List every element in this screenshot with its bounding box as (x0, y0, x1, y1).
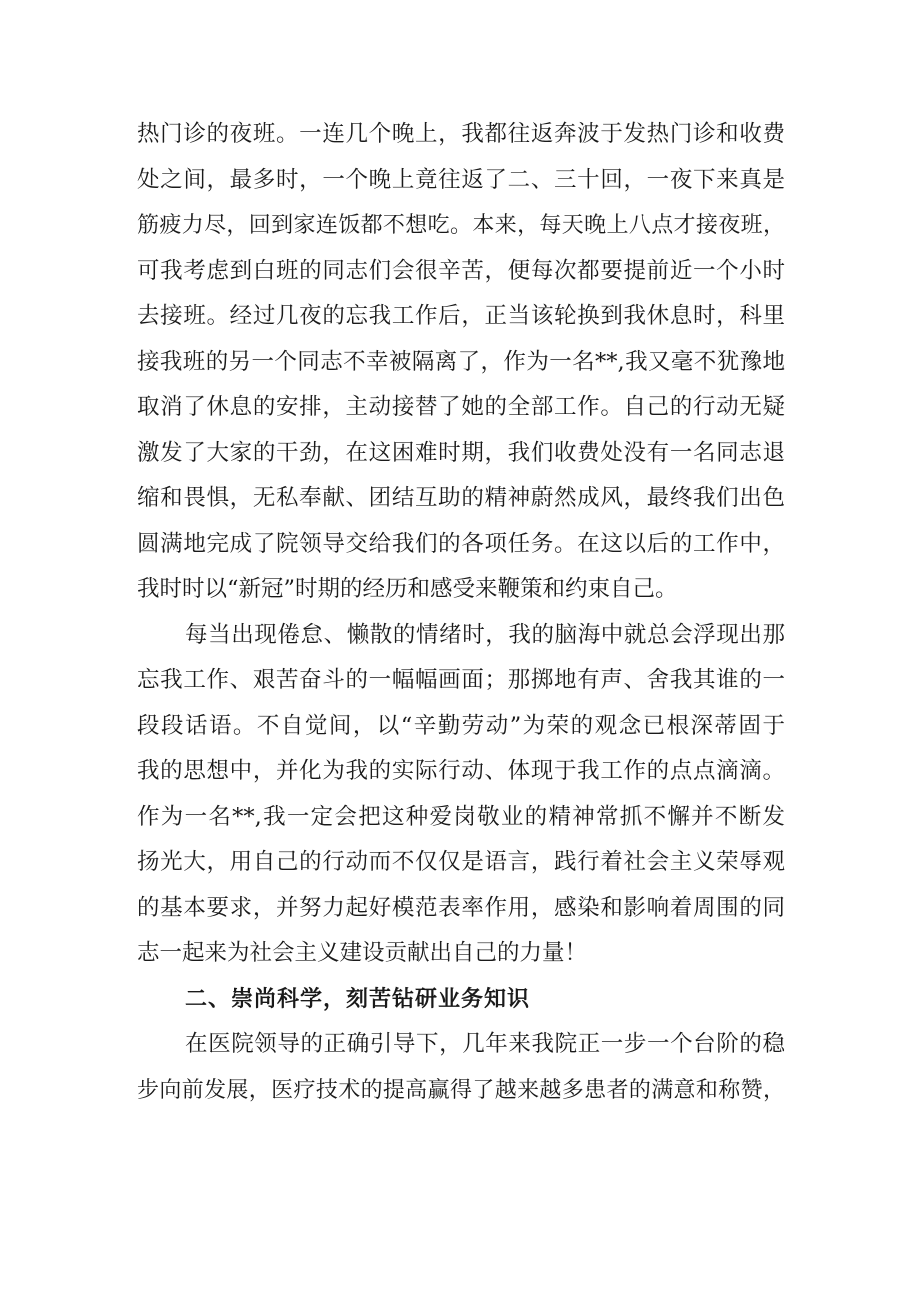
text-line: 志一起来为社会主义建设贡献出自己的力量！ (137, 940, 588, 966)
text-line: 作为一名**,我一定会把这种爱岗敬业的精神常抓不懈并不断发 (137, 803, 785, 830)
text-line: 段段话语。不自觉间，以“辛勤劳动”为荣的观念已根深蒂固于 (137, 712, 785, 739)
text-line: 忘我工作、艰苦奋斗的一幅幅画面；那掷地有声、舍我其谁的一 (137, 667, 785, 693)
paragraph-night-shift (137, 112, 785, 613)
text-line: 处之间，最多时，一个晚上竟往返了二、三十回，一夜下来真是 (137, 166, 785, 193)
text-line: 步向前发展，医疗技术的提高赢得了越来越多患者的满意和称赞， (137, 1077, 785, 1103)
text-line: 接我班的另一个同志不幸被隔离了，作为一名**,我又毫不犹豫地 (137, 348, 785, 375)
text-line: 圆满地完成了院领导交给我们的各项任务。在这以后的工作中， (137, 530, 785, 557)
text-line: 可我考虑到白班的同志们会很辛苦，便每次都要提前近一个小时 (137, 257, 785, 284)
text-line: 筋疲力尽，回到家连饭都不想吃。本来，每天晚上八点才接夜班， (137, 213, 785, 238)
text-line: 的基本要求，并努力起好模范表率作用，感染和影响着周围的同 (137, 894, 785, 921)
text-line: 每当出现倦怠、懒散的情绪时，我的脑海中就总会浮现出那 (185, 621, 785, 648)
paragraph-diligence (137, 613, 785, 977)
text-line: 我的思想中，并化为我的实际行动、体现于我工作的点点滴滴。 (137, 758, 785, 784)
document-body (137, 112, 785, 1113)
text-line: 我时时以“新冠”时期的经历和感受来鞭策和约束自己。 (137, 576, 678, 602)
text-line: 取消了休息的安排，主动接替了她的全部工作。自己的行动无疑 (137, 394, 785, 420)
text-line: 扬光大，用自己的行动而不仅仅是语言，践行着社会主义荣辱观 (137, 849, 785, 875)
text-line: 缩和畏惧，无私奉献、团结互助的精神蔚然成风，最终我们出色 (137, 485, 785, 511)
section-heading: 二、崇尚科学，刻苦钻研业务知识 (185, 986, 531, 1012)
text-line: 在医院领导的正确引导下，几年来我院正一步一个台阶的稳 (185, 1031, 785, 1057)
text-line: 去接班。经过几夜的忘我工作后，正当该轮换到我休息时，科里 (137, 303, 785, 329)
text-line: 激发了大家的干劲，在这困难时期，我们收费处没有一名同志退 (137, 439, 785, 466)
paragraph-hospital-development (137, 1022, 785, 1113)
text-line: 热门诊的夜班。一连几个晚上，我都往返奔波于发热门诊和收费 (137, 121, 785, 147)
